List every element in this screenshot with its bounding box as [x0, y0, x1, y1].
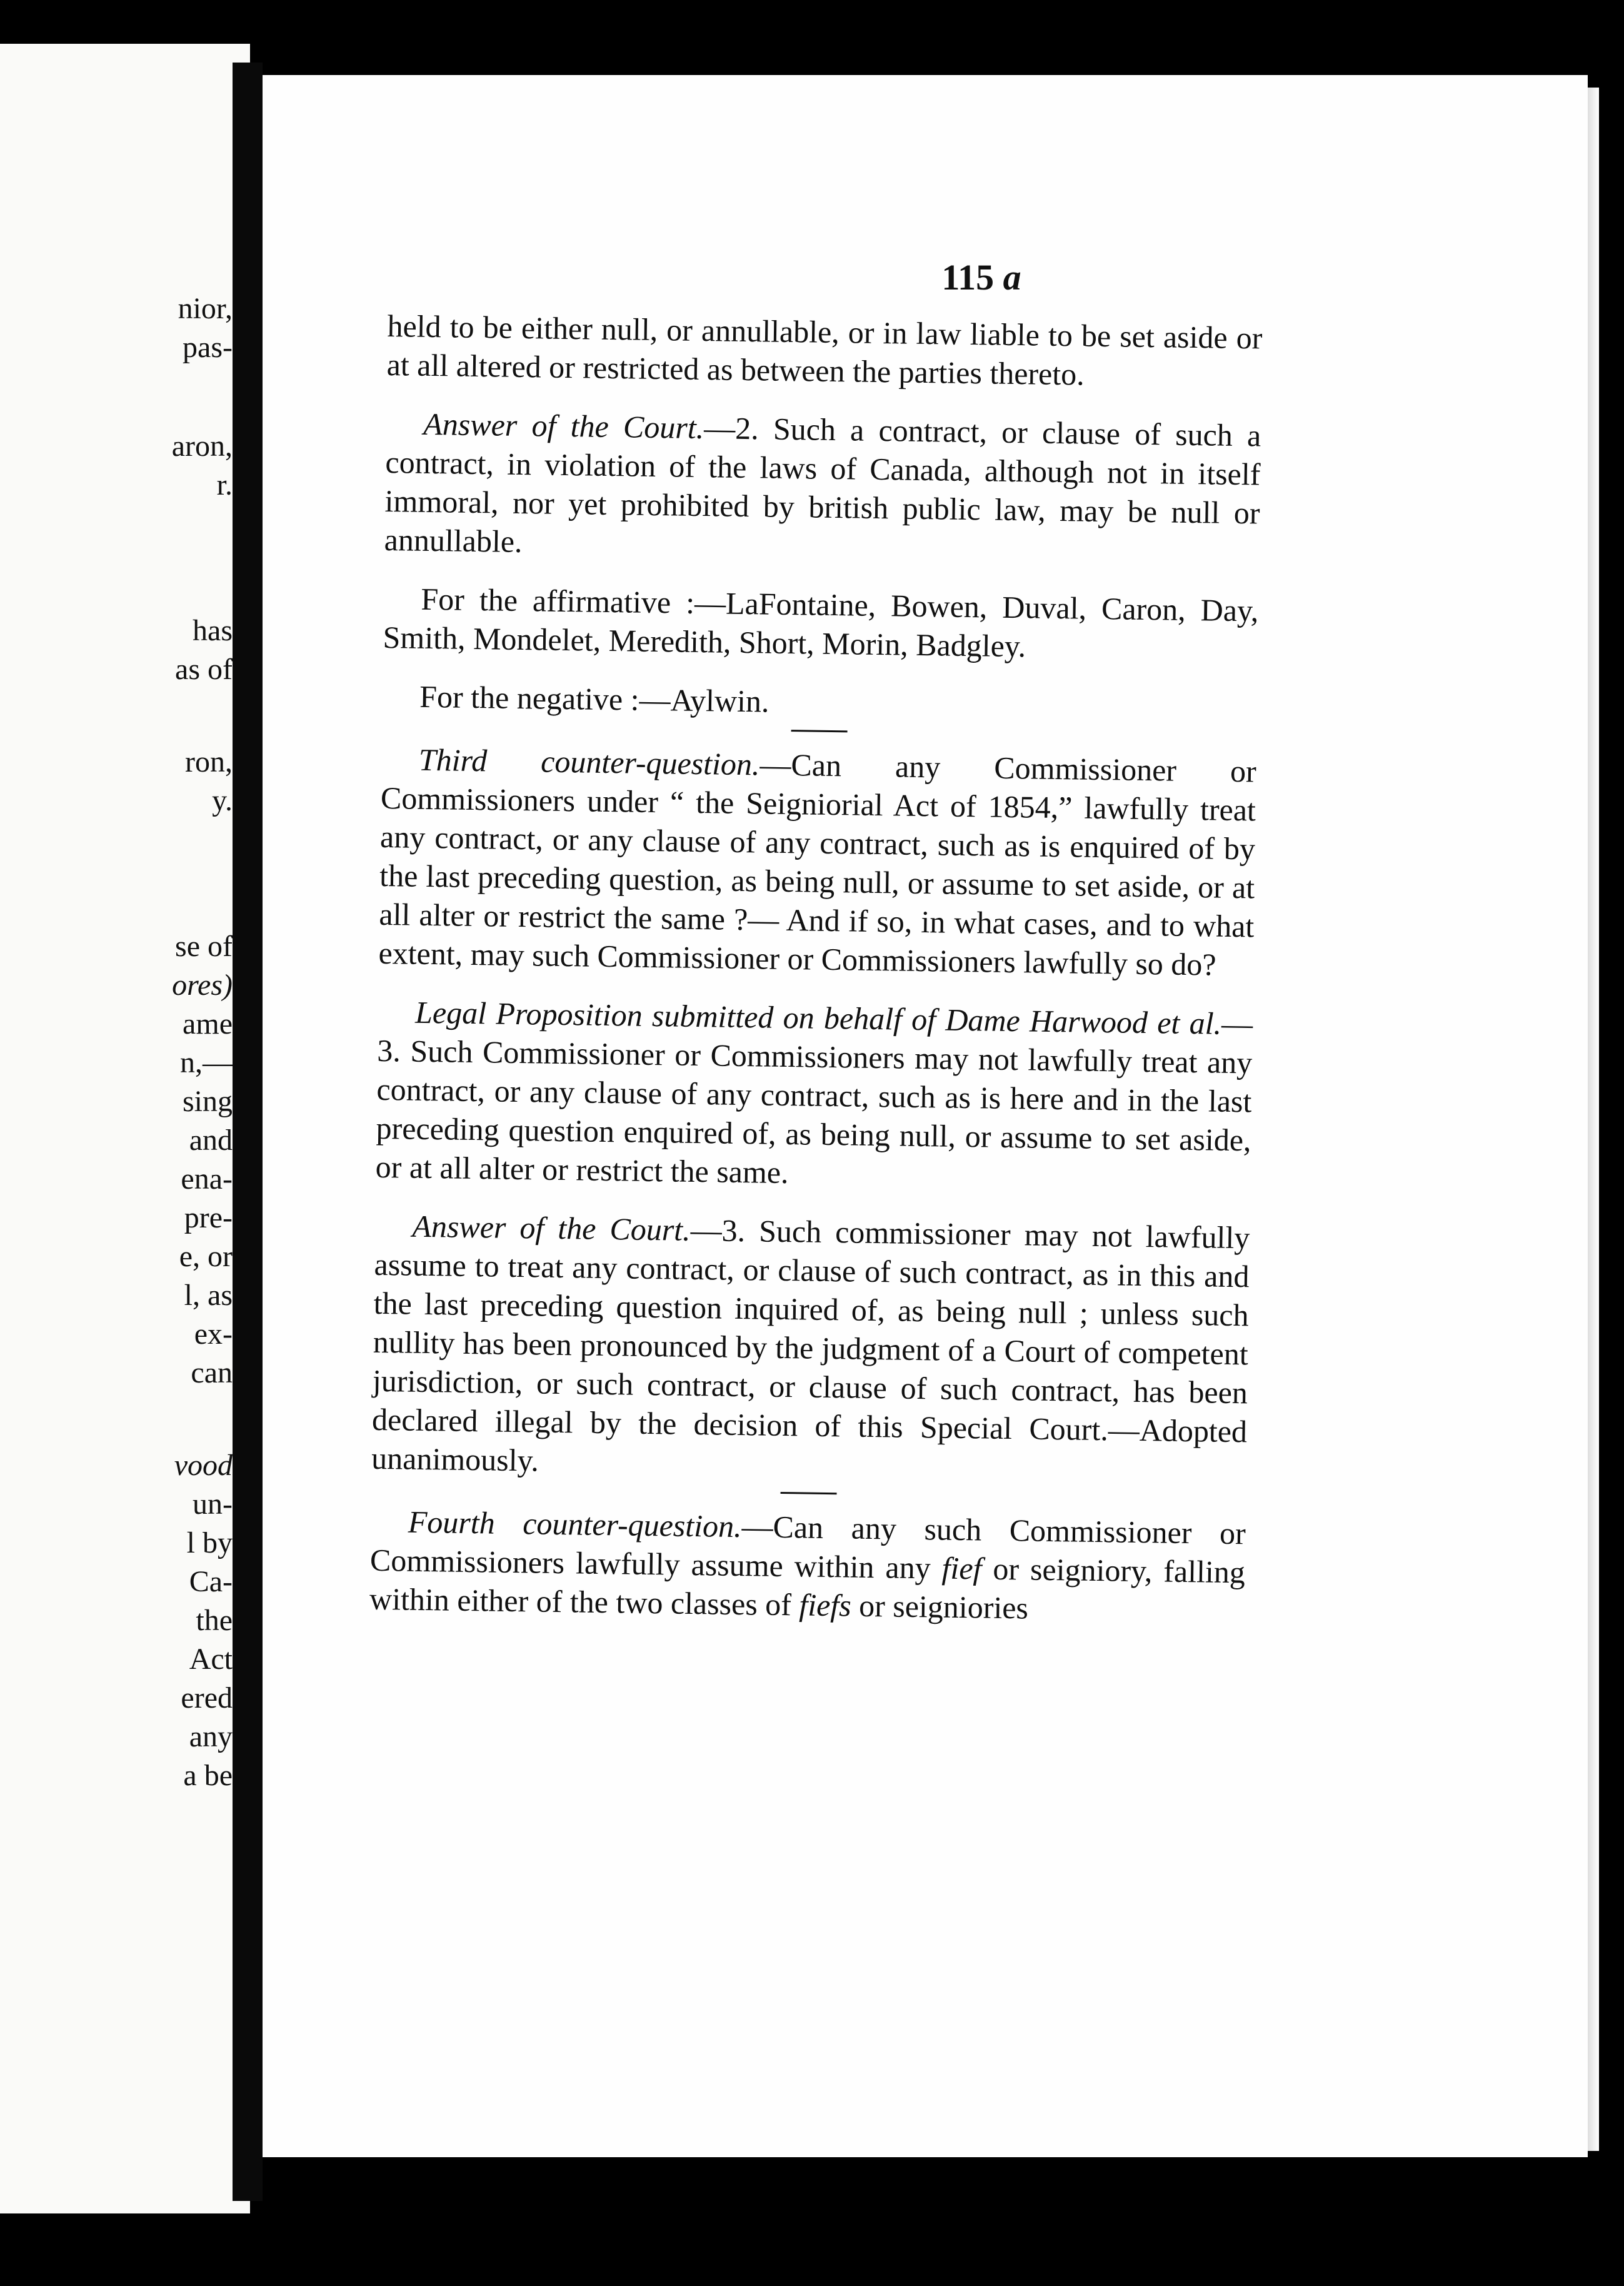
margin-fragment: ame — [183, 1007, 233, 1040]
margin-fragment: pre- — [184, 1201, 233, 1234]
body-text — [369, 306, 1263, 1650]
margin-fragment: y. — [212, 784, 233, 817]
paragraph-text: —2. Such a contract, or clause of such a contract, in violation of the laws of Canada, although not in itself immoral, nor yet prohibited by british public law, may be null or annullable. — [384, 410, 1261, 560]
margin-fragment: the — [196, 1604, 233, 1637]
margin-fragment: n,— — [180, 1046, 233, 1079]
paragraph-text: or seigniory, falling within either of the two classes of — [369, 1551, 1246, 1623]
folio-number: 115 — [941, 257, 995, 298]
paragraph — [369, 1502, 1246, 1631]
margin-fragment: ex- — [194, 1317, 233, 1351]
paragraph-heading: Fourth counter-question. — [408, 1504, 743, 1544]
margin-fragment: ered — [181, 1681, 233, 1714]
paragraph-heading: Answer of the Court. — [412, 1208, 691, 1247]
margin-fragment: un- — [193, 1488, 233, 1521]
paragraph-text: —Can any such Commissioner or Commissioners lawfully assume within any — [369, 1509, 1246, 1586]
folio-suffix: a — [1003, 257, 1021, 298]
paragraph-heading: Legal Proposition submitted on behalf of Dame Harwood et al. — [414, 994, 1222, 1041]
page-edge — [1588, 88, 1599, 2151]
margin-fragment: as of — [175, 653, 233, 686]
margin-fragment: Act — [189, 1643, 233, 1676]
paragraph — [375, 992, 1253, 1199]
paragraph: held to be either null, or annullable, or in law liable to be set aside or at all altered or restricted as between the parties thereto. — [386, 308, 1263, 392]
paragraph: For the negative :—Aylwin. — [419, 678, 769, 719]
paragraph — [378, 740, 1256, 985]
margin-fragment: ron, — [185, 745, 233, 778]
margin-fragment: ena- — [181, 1162, 233, 1196]
section-rule — [781, 1492, 837, 1494]
margin-fragment: has — [193, 614, 233, 647]
paragraph-text: or seigniories — [851, 1588, 1029, 1626]
margin-fragment: Ca- — [189, 1565, 233, 1598]
margin-fragment: vood — [174, 1449, 233, 1482]
margin-fragment: l by — [186, 1526, 233, 1559]
book-gutter — [233, 63, 263, 2201]
paragraph-text: —3. Such Commissioner or Commissioners may not lawfully treat any contract, or any clause of any contract, such as is here and in the last preceding question enquired of, as being null, or assume to set aside, or at all alter or restrict the same. — [375, 1005, 1253, 1191]
margin-fragment: nior, — [178, 292, 233, 325]
margin-fragment: l, as — [184, 1279, 233, 1312]
margin-fragment: can — [191, 1356, 233, 1389]
left-facing-page — [0, 44, 250, 2213]
paragraph-text: —3. Such commissioner may not lawfully assume to treat any contract, or clause of such contract, as in this and the last preceding question inquired of, as being null ; unless such nullity has been pronounced by the judgment of a Court of competent jurisdiction, or such contract, or clause of such contract, has been declared illegal by the decision of this Special Court.—Adopted unanimously. — [371, 1212, 1250, 1478]
margin-fragment: pas- — [183, 331, 233, 364]
italic-term: fief — [941, 1550, 982, 1586]
margin-fragment: ores) — [172, 969, 233, 1002]
margin-fragment: aron, — [171, 430, 233, 463]
italic-term: fiefs — [799, 1587, 852, 1623]
section-rule — [791, 730, 848, 732]
margin-fragment: r. — [216, 468, 233, 501]
margin-fragment: any — [189, 1720, 233, 1753]
margin-fragment: sing — [182, 1085, 233, 1118]
paragraph — [384, 404, 1261, 572]
margin-fragment: and — [189, 1124, 233, 1157]
paragraph — [371, 1206, 1250, 1490]
paragraph-heading: Answer of the Court. — [423, 406, 704, 446]
paragraph-heading: Third counter-question. — [418, 742, 760, 782]
paragraph: For the affirmative :—LaFontaine, Bowen, Duval, Caron, Day, Smith, Mondelet, Meredith, Short, Morin, Badgley. — [383, 581, 1259, 664]
margin-fragment: a be — [183, 1759, 233, 1792]
margin-fragment: se of — [175, 930, 233, 963]
page-number — [263, 256, 1588, 298]
margin-fragment: e, or — [179, 1240, 233, 1273]
paragraph-text: —Can any Commissioner or Commissioners under “ the Seigniorial Act of 1854,” lawfully treat any contract, or any clause of any contract, such as is enquired of by the last preceding question, as being null, or assume to set aside, or at all alter or restrict the same ?— And if so, in what cases, and to what extent, may such Commissioner or Commissioners lawfully so do? — [378, 747, 1257, 982]
main-page — [263, 75, 1588, 2157]
